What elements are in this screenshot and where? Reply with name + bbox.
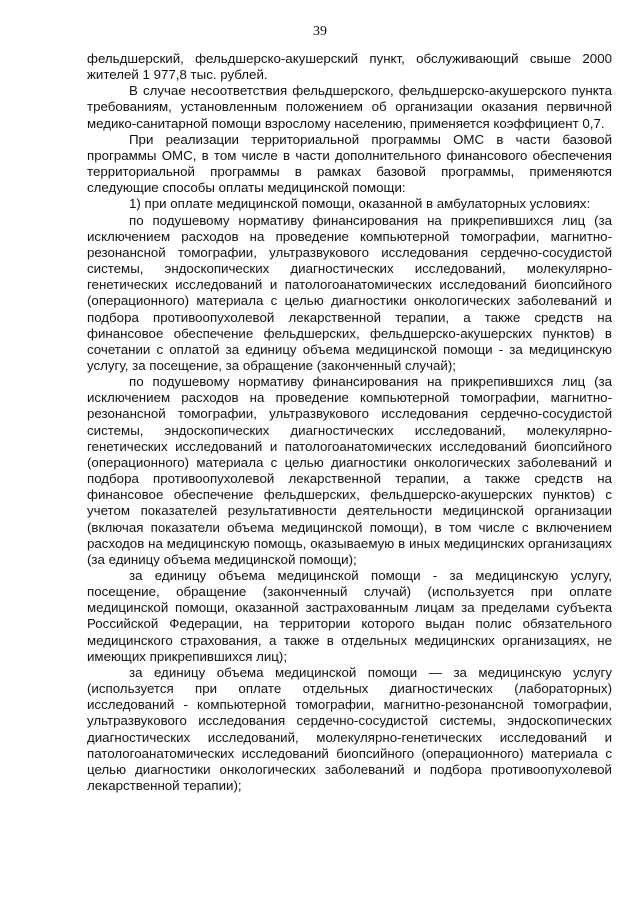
paragraph-unit-volume-1: за единицу объема медицинской помощи - за медицинскую услугу, посещение, обращение (законченный случай) (используется при оплате медицинской помощи, оказанной застрахованным лицам за пределами субъекта Российской Федерации, на территории которого выдан полис обязательного медицинского страхования, а также в отдельных медицинских организациях, не имеющих прикрепившихся лиц);: [87, 568, 612, 664]
paragraph-outpatient-heading: 1) при оплате медицинской помощи, оказанной в амбулаторных условиях:: [129, 196, 591, 212]
document-body: [87, 51, 612, 794]
page-number: 39: [313, 24, 327, 39]
paragraph-continuation: фельдшерский, фельдшерско-акушерский пункт, обслуживающий свыше 2000 жителей 1 977,8 тыс. рублей.: [87, 51, 612, 83]
paragraph-unit-volume-2: за единицу объема медицинской помощи — за медицинскую услугу (используется при оплате отдельных диагностических (лабораторных) исследований - компьютерной томографии, магнитно-резонансной томографии, ультразвукового исследования сердечно-сосудистой системы, эндоскопических диагностических исследований, молекулярно-генетических исследований и патологоанатомических исследований биопсийного (операционного) материала с целью диагностики онкологических заболеваний и подбора противоопухолевой лекарственной терапии);: [87, 664, 612, 794]
paragraph-per-capita-1: по подушевому нормативу финансирования на прикрепившихся лиц (за исключением расходов на проведение компьютерной томографии, магнитно-резонансной томографии, ультразвукового исследования сердечно-сосудистой системы, эндоскопических диагностических исследований, молекулярно-генетических исследований и патологоанатомических исследований биопсийного (операционного) материала с целью диагностики онкологических заболеваний и подбора противоопухолевой лекарственной терапии, а также средств на финансовое обеспечение фельдшерских, фельдшерско-акушерских пунктов) в сочетании с оплатой за единицу объема медицинской помощи - за медицинскую услугу, за посещение, за обращение (законченный случай);: [87, 212, 612, 373]
paragraph-payment-methods-intro: При реализации территориальной программы ОМС в части базовой программы ОМС, в том числе в части дополнительного финансового обеспечения территориальной программы в рамках базовой программы, применяются следующие способы оплаты медицинской помощи:: [87, 131, 612, 196]
paragraph-per-capita-2: по подушевому нормативу финансирования на прикрепившихся лиц (за исключением расходов на проведение компьютерной томографии, магнитно-резонансной томографии, ультразвукового исследования сердечно-сосудистой системы, эндоскопических диагностических исследований, молекулярно-генетических исследований и патологоанатомических исследований биопсийного (операционного) материала с целью диагностики онкологических заболеваний и подбора противоопухолевой лекарственной терапии, а также средств на финансовое обеспечение фельдшерских, фельдшерско-акушерских пунктов) с учетом показателей результативности деятельности медицинской организации (включая показатели объема медицинской помощи), в том числе с включением расходов на медицинскую помощь, оказываемую в иных медицинских организациях (за единицу объема медицинской помощи);: [87, 374, 612, 567]
paragraph-fap-coefficient: В случае несоответствия фельдшерского, фельдшерско-акушерского пункта требованиям, установленным положением об организации оказания первичной медико-санитарной помощи взрослому населению, применяется коэффициент 0,7.: [87, 83, 612, 131]
